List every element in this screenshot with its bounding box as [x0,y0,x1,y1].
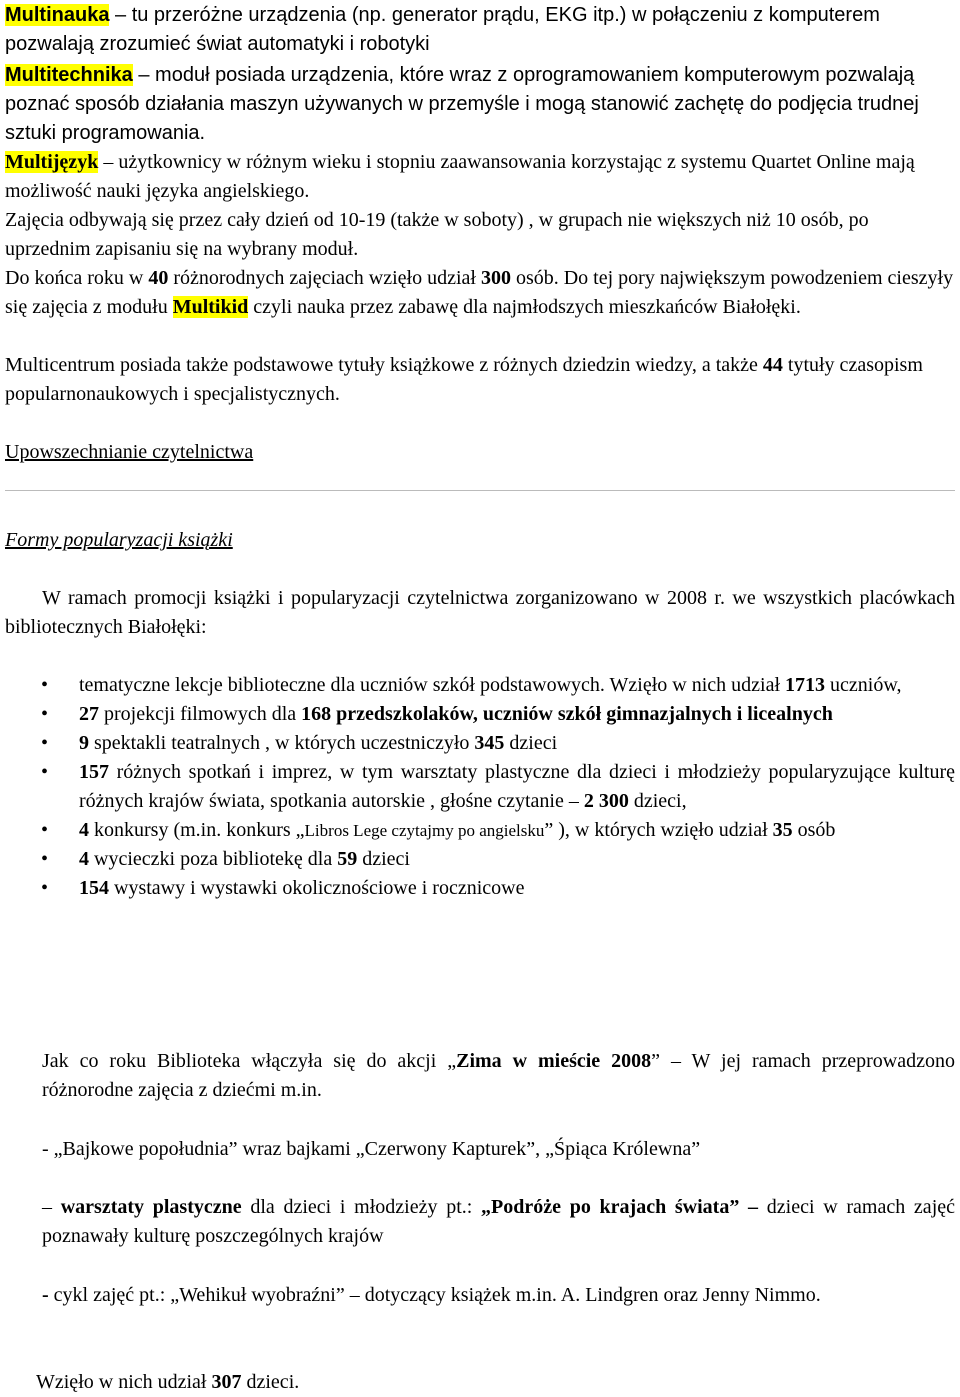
item-text: dzieci [357,848,410,870]
item-text: konkursy (m.in. konkurs „ [89,819,305,841]
event-title: Zima w mieście 2008 [456,1050,652,1072]
text-attendance-a: Do końca roku w [5,267,149,289]
item-text: dzieci [504,732,558,754]
list-item [41,758,955,816]
text-dash: - [42,1284,54,1306]
bullet-icon: • [41,848,49,870]
bullet-icon: • [41,877,49,899]
item-text: przedszkolaków, uczniów szkół gimnazjalnych i licealnych [331,703,833,725]
paragraph-multijezyk [5,148,955,206]
item-text: osób [792,819,836,841]
item-text: wycieczki poza bibliotekę dla [89,848,338,870]
item-number: 168 [301,703,332,725]
workshop-title: „Podróże po krajach świata” – [481,1196,759,1218]
item-number: 345 [474,732,505,754]
paragraph-cykl [42,1281,955,1310]
item-text: tematyczne lekcje biblioteczne dla uczniów szkół podstawowych. Wzięło w nich udział [79,674,786,696]
text-dash: – [42,1196,61,1218]
section-heading: Upowszechnianie czytelnictwa [5,441,254,463]
paragraph-attendance [5,264,955,322]
item-number: 154 [79,877,109,899]
text-zima-a: Jak co roku Biblioteka włączyła się do akcji „ [42,1050,457,1072]
horizontal-divider [5,490,955,491]
text-attendance-d: czyli nauka przez zabawę dla najmłodszych mieszkańców Białołęki. [248,296,801,318]
number-titles: 44 [762,354,783,376]
paragraph-schedule [5,206,955,264]
text-schedule: Zajęcia odbywają się przez cały dzień od 10-19 (także w soboty) , w grupach nie większych niż 10 osób, po uprzednim zapisaniu się na wybrany moduł. [5,209,869,260]
list-item [41,700,955,729]
paragraph-multitechnika [5,61,955,148]
text-warsztaty-b: dla dzieci i młodzieży pt.: [241,1196,482,1218]
number-people: 300 [480,267,511,289]
text-warsztaty-c: dzieci w ramach zajęć poznawały kulturę poszczególnych krajów [42,1196,955,1247]
item-number: 4 [79,819,89,841]
item-number: 9 [79,732,89,754]
paragraph-warsztaty [42,1193,955,1251]
text-collection-b: tytuły czasopism popularnonaukowych i specjalistycznych. [5,354,923,405]
number-classes: 40 [148,267,169,289]
number-children: 307 [211,1371,242,1393]
item-text: spektakli teatralnych , w których uczestniczyło [89,732,475,754]
text-attendance-c: osób. Do tej pory największym powodzeniem cieszyły się zajęcia z modułu [5,267,954,318]
item-number: 157 [79,761,109,783]
list-item [41,816,955,845]
subsection-heading: Formy popularyzacji książki [5,529,233,551]
item-contest-name: Libros Lege czytajmy po angielsku [304,821,545,840]
paragraph-final [36,1368,955,1397]
item-text: ” ), w których wzięło udział [544,819,773,841]
text-zima-b: ” – W jej ramach przeprowadzono różnorodne zajęcia z dziećmi m.in. [42,1050,956,1101]
list-item [41,845,955,874]
list-item [41,671,955,700]
text-multitechnika: – moduł posiada urządzenia, które wraz z oprogramowaniem komputerowym pozwalają poznać sposób działania maszyn używanych w przemyśle i mogą stanowić zachętę do podjęcia trudnej sztuki programowania. [5,64,919,144]
item-text: różnych spotkań i imprez, w tym warsztaty plastyczne dla dzieci i młodzieży popularyzujące kulturę różnych krajów świata, spotkania autorskie , głośne czytanie – [79,761,955,812]
text-warsztaty: warsztaty plastyczne [60,1196,242,1218]
bullet-icon: • [41,674,49,696]
list-item [41,729,955,758]
item-number: 1713 [785,674,826,696]
term-multinauka: Multinauka [5,4,110,26]
paragraph-collection [5,351,955,409]
text-final-b: dzieci. [241,1371,300,1393]
text-multinauka: – tu przeróżne urządzenia (np. generator prądu, EKG itp.) w połączeniu z komputerem pozwalają zrozumieć świat automatyki i robotyki [5,4,880,55]
term-multitechnika: Multitechnika [5,64,133,86]
bullet-icon: • [41,761,49,783]
item-number: 35 [772,819,793,841]
term-multijezyk: Multijęzyk [5,151,99,173]
activities-list [41,671,955,903]
paragraph-multinauka [5,1,955,59]
item-number: 27 [79,703,99,725]
intro-paragraph: W ramach promocji książki i popularyzacji czytelnictwa zorganizowano w 2008 r. we wszystkich placówkach bibliotecznych Białołęki: [5,587,955,638]
text-attendance-b: różnorodnych zajęciach wzięło udział [168,267,481,289]
text-multijezyk: – użytkownicy w różnym wieku i stopniu zaawansowania korzystając z systemu Quartet Online mają możliwość nauki języka angielskiego. [5,151,915,202]
text-collection-a: Multicentrum posiada także podstawowe tytuły książkowe z różnych dziedzin wiedzy, a także [5,354,763,376]
bullet-icon: • [41,703,49,725]
item-text: wystawy i wystawki okolicznościowe i rocznicowe [109,877,525,899]
item-text: uczniów, [825,674,902,696]
text-cykl: cykl zajęć pt.: „Wehikuł wyobraźni” – dotyczący książek m.in. A. Lindgren oraz Jenny Nimmo. [53,1284,821,1306]
text-final-a: Wzięło w nich udział [36,1371,212,1393]
item-text: projekcji filmowych dla [99,703,302,725]
term-multikid: Multikid [172,296,249,318]
paragraph-zima [42,1047,955,1105]
item-number: 4 [79,848,89,870]
bullet-icon: • [41,732,49,754]
paragraph-bajki: - „Bajkowe popołudnia” wraz bajkami „Czerwony Kapturek”, „Śpiąca Królewna” [42,1138,701,1160]
item-number: 59 [337,848,358,870]
list-item [41,874,955,903]
item-number: 2 300 [583,790,629,812]
bullet-icon: • [41,819,49,841]
item-text: dzieci, [628,790,687,812]
